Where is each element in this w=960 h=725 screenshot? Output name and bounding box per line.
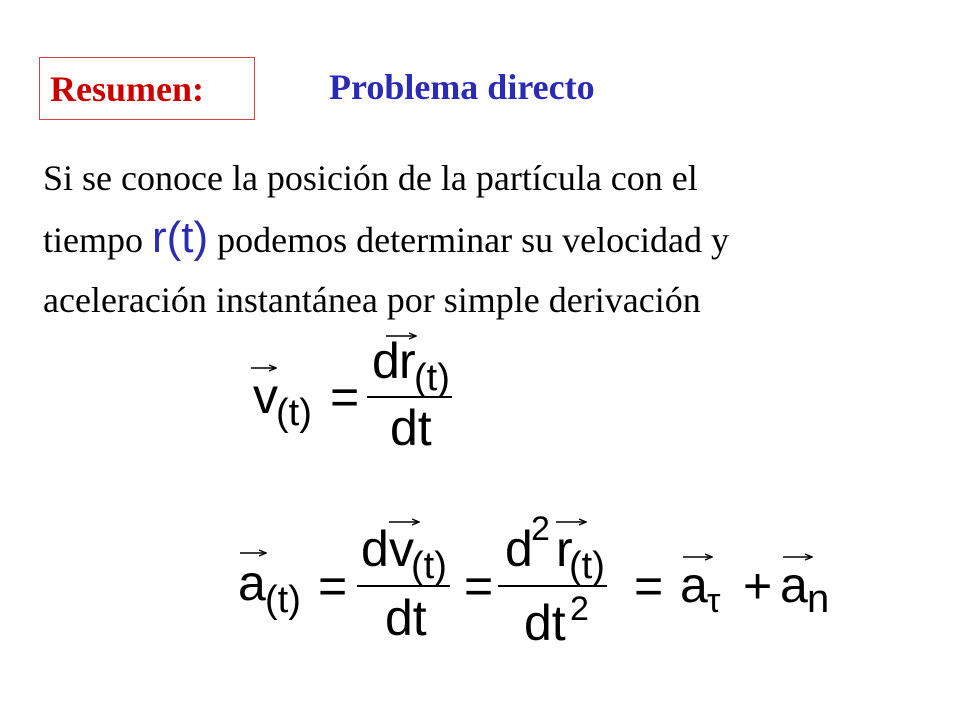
slide-title: Problema directo <box>329 67 595 107</box>
normal-subscript: n <box>807 577 830 621</box>
velocity-equals: = <box>330 369 360 425</box>
velocity-numerator-r: r <box>399 333 416 389</box>
velocity-equation <box>251 333 452 456</box>
plus-sign: + <box>743 558 773 614</box>
normal-symbol: a <box>780 557 808 613</box>
fraction2-numerator-d: d <box>505 521 533 577</box>
tangential-subscript: τ <box>707 582 721 620</box>
fraction2-denominator: dt <box>524 595 566 651</box>
fraction2-numerator-subscript: (t) <box>569 545 605 587</box>
fraction1-denominator: dt <box>385 590 427 646</box>
tangential-symbol: a <box>680 557 708 613</box>
paragraph-line-3: aceleración instantánea por simple derivación <box>43 280 701 320</box>
acceleration-equals-3: = <box>634 558 664 614</box>
fraction2-denominator-exponent: 2 <box>570 590 589 628</box>
acceleration-symbol: a <box>238 555 266 611</box>
acceleration-equation <box>238 510 829 651</box>
paragraph-line-2-start: tiempo <box>43 220 143 260</box>
velocity-denominator: dt <box>390 400 432 456</box>
fraction1-numerator-subscript: (t) <box>411 545 447 587</box>
summary-badge <box>39 57 255 120</box>
fraction1-numerator-v: v <box>389 521 414 577</box>
velocity-symbol: v <box>253 368 278 424</box>
paragraph-line-2-end: podemos determinar su velocidad y <box>217 220 730 260</box>
velocity-subscript: (t) <box>276 392 312 434</box>
paragraph-line-2 <box>43 208 923 270</box>
inline-position-function: r(t) <box>151 213 209 262</box>
fraction1-numerator-d: d <box>361 521 389 577</box>
acceleration-equals-1: = <box>318 558 348 614</box>
velocity-numerator-d: d <box>372 333 400 389</box>
velocity-numerator-subscript: (t) <box>414 357 450 399</box>
fraction2-numerator-r: r <box>556 521 573 577</box>
acceleration-subscript: (t) <box>265 579 301 621</box>
fraction2-numerator-exponent: 2 <box>531 510 550 548</box>
description-paragraph <box>43 148 923 330</box>
acceleration-equals-2: = <box>464 558 494 614</box>
summary-badge-label: Resumen: <box>50 68 204 109</box>
paragraph-line-1: Si se conoce la posición de la partícula con el <box>43 158 698 198</box>
